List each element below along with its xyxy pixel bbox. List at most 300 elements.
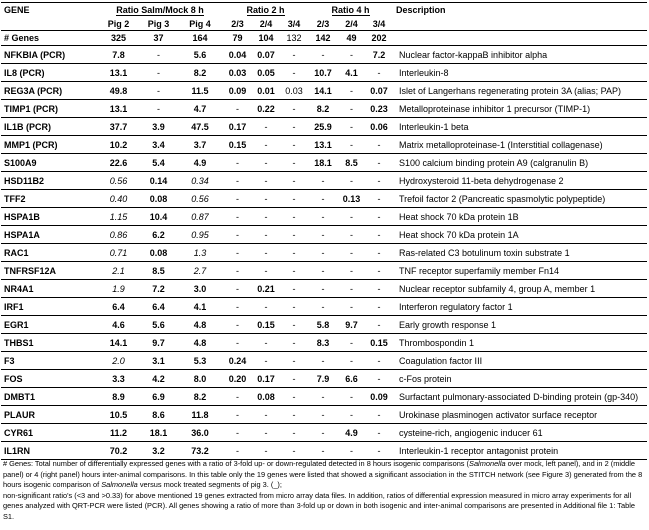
- ratio-cell: 8.3: [308, 334, 338, 352]
- ratio-cell: -: [223, 208, 252, 226]
- ratio-cell: 4.8: [177, 316, 223, 334]
- gene-name: NFKBIA (PCR): [1, 46, 97, 64]
- ratio-cell: -: [308, 208, 338, 226]
- ratio-cell: -: [365, 352, 393, 370]
- gene-name: TNFRSF12A: [1, 262, 97, 280]
- gene-description: Heat shock 70 kDa protein 1A: [393, 226, 647, 244]
- ratio-cell: 5.3: [177, 352, 223, 370]
- gene-count-value: 202: [365, 31, 393, 46]
- ratio-cell: -: [280, 388, 308, 406]
- ratio-cell: -: [308, 352, 338, 370]
- gene-name: HSPA1A: [1, 226, 97, 244]
- sub-header: Pig 3: [147, 18, 170, 29]
- ratio-cell: 10.5: [97, 406, 140, 424]
- ratio-cell: -: [338, 388, 365, 406]
- ratio-cell: -: [140, 100, 177, 118]
- ratio-cell: -: [308, 46, 338, 64]
- ratio-cell: 7.2: [365, 46, 393, 64]
- ratio-cell: -: [365, 208, 393, 226]
- ratio-cell: -: [280, 316, 308, 334]
- ratio-cell: -: [365, 262, 393, 280]
- table-row: [1, 208, 647, 226]
- ratio-cell: 3.2: [140, 442, 177, 460]
- gene-description: Heat shock 70 kDa protein 1B: [393, 208, 647, 226]
- ratio-cell: -: [338, 442, 365, 460]
- ratio-cell: 18.1: [308, 154, 338, 172]
- ratio-cell: -: [365, 190, 393, 208]
- ratio-cell: 7.8: [97, 46, 140, 64]
- ratio-cell: 0.23: [365, 100, 393, 118]
- table-row: [1, 100, 647, 118]
- ratio-cell: 11.2: [97, 424, 140, 442]
- ratio-cell: 4.1: [338, 64, 365, 82]
- gene-count-value: 104: [252, 31, 280, 46]
- gene-description: Matrix metalloproteinase-1 (Interstitial collagenase): [393, 136, 647, 154]
- ratio-cell: -: [223, 154, 252, 172]
- table-row: [1, 226, 647, 244]
- gene-name: CYR61: [1, 424, 97, 442]
- salm-mock-header: Ratio Salm/Mock 8 h: [97, 3, 223, 18]
- ratio-cell: -: [365, 424, 393, 442]
- ratio-cell: -: [365, 154, 393, 172]
- ratio-cell: 4.2: [140, 370, 177, 388]
- ratio-cell: -: [365, 316, 393, 334]
- ratio-cell: -: [280, 190, 308, 208]
- ratio-cell: 4.9: [338, 424, 365, 442]
- gene-description: Islet of Langerhans regenerating protein 3A (alias; PAP): [393, 82, 647, 100]
- ratio-cell: -: [252, 208, 280, 226]
- ratio-cell: -: [223, 172, 252, 190]
- ratio-cell: 7.2: [140, 280, 177, 298]
- ratio-cell: 0.08: [140, 190, 177, 208]
- header-row-groups: [1, 3, 647, 18]
- gene-description: Ras-related C3 botulinum toxin substrate 1: [393, 244, 647, 262]
- ratio-cell: 11.8: [177, 406, 223, 424]
- ratio-cell: 3.1: [140, 352, 177, 370]
- ratio-cell: -: [223, 388, 252, 406]
- table-row: [1, 388, 647, 406]
- ratio-cell: 0.71: [97, 244, 140, 262]
- ratio-cell: -: [223, 334, 252, 352]
- gene-count-label: # Genes: [1, 31, 97, 46]
- ratio-cell: 73.2: [177, 442, 223, 460]
- ratio-cell: 10.2: [97, 136, 140, 154]
- gene-description: c-Fos protein: [393, 370, 647, 388]
- ratio-cell: 0.04: [223, 46, 252, 64]
- ratio-cell: 70.2: [97, 442, 140, 460]
- ratio-cell: 6.4: [97, 298, 140, 316]
- gene-name: TFF2: [1, 190, 97, 208]
- ratio-cell: 3.0: [177, 280, 223, 298]
- ratio-cell: 0.08: [252, 388, 280, 406]
- ratio-cell: -: [223, 316, 252, 334]
- gene-name: IL8 (PCR): [1, 64, 97, 82]
- table-row: [1, 280, 647, 298]
- gene-count-value: 132: [280, 31, 308, 46]
- ratio-cell: -: [338, 208, 365, 226]
- ratio-cell: -: [252, 406, 280, 424]
- gene-name: S100A9: [1, 154, 97, 172]
- ratio-cell: -: [338, 298, 365, 316]
- ratio-cell: -: [280, 406, 308, 424]
- ratio-cell: -: [365, 226, 393, 244]
- table-row: [1, 154, 647, 172]
- gene-count-value: 79: [223, 31, 252, 46]
- gene-header: GENE: [1, 3, 97, 18]
- gene-count-value: 325: [97, 31, 140, 46]
- ratio-cell: 4.9: [177, 154, 223, 172]
- ratio-cell: 6.4: [140, 298, 177, 316]
- ratio-cell: 3.4: [140, 136, 177, 154]
- ratio-cell: 0.06: [365, 118, 393, 136]
- ratio-cell: -: [280, 46, 308, 64]
- ratio-cell: -: [308, 298, 338, 316]
- ratio-cell: 0.86: [97, 226, 140, 244]
- ratio-cell: -: [280, 136, 308, 154]
- gene-description: Interleukin-1 beta: [393, 118, 647, 136]
- ratio-cell: -: [365, 136, 393, 154]
- ratio-cell: 8.2: [308, 100, 338, 118]
- sub-header: Pig 4: [189, 18, 211, 29]
- ratio-cell: 4.7: [177, 100, 223, 118]
- ratio-cell: 3.7: [177, 136, 223, 154]
- ratio-cell: -: [308, 388, 338, 406]
- ratio-cell: 5.8: [308, 316, 338, 334]
- ratio-cell: 0.17: [252, 370, 280, 388]
- ratio-cell: 0.07: [365, 82, 393, 100]
- gene-name: TIMP1 (PCR): [1, 100, 97, 118]
- ratio-cell: 13.1: [97, 100, 140, 118]
- table-row: [1, 190, 647, 208]
- ratio-cell: -: [338, 172, 365, 190]
- ratio-cell: 8.5: [140, 262, 177, 280]
- gene-name: HSD11B2: [1, 172, 97, 190]
- ratio-cell: 1.9: [97, 280, 140, 298]
- ratio-cell: 0.95: [177, 226, 223, 244]
- ratio-cell: -: [338, 244, 365, 262]
- description-header: Description: [393, 3, 647, 18]
- ratio-cell: -: [280, 154, 308, 172]
- ratio-cell: -: [280, 262, 308, 280]
- ratio-cell: 4.8: [177, 334, 223, 352]
- ratio-cell: -: [223, 442, 252, 460]
- ratio-cell: -: [338, 100, 365, 118]
- table-row: [1, 424, 647, 442]
- ratio-cell: 6.9: [140, 388, 177, 406]
- ratio-2h-header: Ratio 2 h: [223, 3, 308, 18]
- ratio-cell: -: [280, 334, 308, 352]
- gene-description: Interferon regulatory factor 1: [393, 298, 647, 316]
- ratio-cell: 4.1: [177, 298, 223, 316]
- ratio-cell: 8.9: [97, 388, 140, 406]
- ratio-cell: -: [280, 118, 308, 136]
- ratio-cell: 1.15: [97, 208, 140, 226]
- ratio-cell: 0.87: [177, 208, 223, 226]
- ratio-cell: 3.9: [140, 118, 177, 136]
- table-row: [1, 262, 647, 280]
- ratio-cell: -: [308, 244, 338, 262]
- ratio-cell: 0.20: [223, 370, 252, 388]
- ratio-cell: -: [280, 370, 308, 388]
- table-row: [1, 172, 647, 190]
- ratio-cell: -: [280, 226, 308, 244]
- ratio-cell: 0.08: [140, 244, 177, 262]
- gene-name: REG3A (PCR): [1, 82, 97, 100]
- ratio-cell: 5.6: [140, 316, 177, 334]
- header-row-sub: [1, 17, 647, 31]
- ratio-cell: -: [252, 190, 280, 208]
- ratio-cell: -: [252, 442, 280, 460]
- ratio-cell: 36.0: [177, 424, 223, 442]
- gene-description: Metalloproteinase inhibitor 1 precursor (TIMP-1): [393, 100, 647, 118]
- ratio-cell: 0.01: [252, 82, 280, 100]
- gene-count-value: 164: [177, 31, 223, 46]
- ratio-cell: -: [365, 280, 393, 298]
- table-footnote: # Genes: Total number of differentially expressed genes with a ratio of 3-fold up- or down-regulated detected in 8 hours isogenic comparisons (Salmonella over mock, left panel), and in 2 (middle panel) or 4 (right panel) hours inter-animal comparisons. In this table only the 19 genes were listed that showed a significant association in the STITCH network (see Figure 3) generated from the 8 hours isogenic comparison of Salmonella versus mock treated segments of pig 3. (_); non-significant ratio's (<3 and >0.33) for above mentioned 19 genes extracted from micro array data files. In addition, ratios of differential expression measured in micro array experiments for all genes analyzed with QRT-PCR were listed (PCR). All genes showing a ratio of more than 3-fold up or down in both isogenic and inter-animal comparisons are presented in Additional file 1: Table S1.: [3, 459, 643, 521]
- gene-description: cysteine-rich, angiogenic inducer 61: [393, 424, 647, 442]
- ratio-cell: 2.0: [97, 352, 140, 370]
- ratio-cell: 2.1: [97, 262, 140, 280]
- gene-name: HSPA1B: [1, 208, 97, 226]
- ratio-cell: 0.21: [252, 280, 280, 298]
- ratio-cell: 0.15: [252, 316, 280, 334]
- ratio-cell: 47.5: [177, 118, 223, 136]
- gene-description: Surfactant pulmonary-associated D-binding protein (gp-340): [393, 388, 647, 406]
- table-row: [1, 352, 647, 370]
- ratio-cell: 0.56: [97, 172, 140, 190]
- ratio-cell: -: [365, 64, 393, 82]
- ratio-cell: -: [308, 226, 338, 244]
- ratio-cell: -: [338, 118, 365, 136]
- ratio-cell: 18.1: [140, 424, 177, 442]
- ratio-cell: -: [365, 406, 393, 424]
- ratio-cell: -: [252, 172, 280, 190]
- ratio-4h-header: Ratio 4 h: [308, 3, 393, 18]
- gene-ratio-table: [1, 2, 647, 460]
- ratio-cell: -: [365, 298, 393, 316]
- ratio-cell: -: [223, 424, 252, 442]
- ratio-cell: 13.1: [97, 64, 140, 82]
- gene-description: Early growth response 1: [393, 316, 647, 334]
- ratio-cell: -: [365, 172, 393, 190]
- table-row: [1, 244, 647, 262]
- gene-count-value: 142: [308, 31, 338, 46]
- ratio-cell: -: [365, 442, 393, 460]
- ratio-cell: -: [223, 298, 252, 316]
- ratio-cell: -: [280, 244, 308, 262]
- ratio-cell: -: [252, 334, 280, 352]
- ratio-cell: 3.3: [97, 370, 140, 388]
- table-row: [1, 298, 647, 316]
- gene-description: Nuclear factor-kappaB inhibitor alpha: [393, 46, 647, 64]
- ratio-cell: 5.4: [140, 154, 177, 172]
- ratio-cell: -: [308, 172, 338, 190]
- ratio-cell: 0.07: [252, 46, 280, 64]
- ratio-cell: -: [252, 298, 280, 316]
- ratio-cell: 10.4: [140, 208, 177, 226]
- ratio-cell: -: [280, 298, 308, 316]
- sub-header: 3/4: [287, 18, 301, 29]
- gene-description: TNF receptor superfamily member Fn14: [393, 262, 647, 280]
- gene-count-value: 37: [140, 31, 177, 46]
- ratio-cell: -: [308, 262, 338, 280]
- table-row: [1, 118, 647, 136]
- ratio-cell: -: [338, 82, 365, 100]
- gene-description: Coagulation factor III: [393, 352, 647, 370]
- table-row: [1, 82, 647, 100]
- ratio-cell: -: [140, 46, 177, 64]
- table-row: [1, 442, 647, 460]
- ratio-cell: -: [308, 424, 338, 442]
- ratio-cell: 10.7: [308, 64, 338, 82]
- ratio-cell: 8.2: [177, 64, 223, 82]
- gene-description: Thrombospondin 1: [393, 334, 647, 352]
- ratio-cell: 0.13: [338, 190, 365, 208]
- ratio-cell: -: [338, 280, 365, 298]
- ratio-cell: -: [252, 262, 280, 280]
- ratio-cell: 11.5: [177, 82, 223, 100]
- ratio-cell: 0.17: [223, 118, 252, 136]
- ratio-cell: -: [223, 280, 252, 298]
- ratio-cell: -: [280, 424, 308, 442]
- ratio-cell: -: [252, 154, 280, 172]
- gene-name: RAC1: [1, 244, 97, 262]
- ratio-cell: 0.14: [140, 172, 177, 190]
- ratio-cell: 2.7: [177, 262, 223, 280]
- ratio-cell: -: [338, 406, 365, 424]
- ratio-cell: -: [140, 82, 177, 100]
- gene-name: EGR1: [1, 316, 97, 334]
- ratio-cell: 5.6: [177, 46, 223, 64]
- sub-header: Pig 2: [107, 18, 130, 29]
- gene-description: Urokinase plasminogen activator surface receptor: [393, 406, 647, 424]
- gene-name: THBS1: [1, 334, 97, 352]
- ratio-cell: -: [280, 208, 308, 226]
- ratio-cell: -: [223, 226, 252, 244]
- ratio-cell: -: [338, 226, 365, 244]
- ratio-cell: -: [223, 190, 252, 208]
- ratio-cell: -: [338, 352, 365, 370]
- ratio-cell: -: [252, 352, 280, 370]
- gene-description: S100 calcium binding protein A9 (calgranulin B): [393, 154, 647, 172]
- gene-description: Interleukin-1 receptor antagonist protein: [393, 442, 647, 460]
- ratio-cell: 22.6: [97, 154, 140, 172]
- gene-name: PLAUR: [1, 406, 97, 424]
- ratio-cell: 0.03: [223, 64, 252, 82]
- ratio-cell: -: [252, 118, 280, 136]
- ratio-cell: -: [338, 136, 365, 154]
- sub-header: 2/3: [231, 18, 244, 29]
- ratio-cell: 0.15: [223, 136, 252, 154]
- ratio-cell: -: [223, 406, 252, 424]
- ratio-cell: -: [338, 46, 365, 64]
- ratio-cell: 9.7: [338, 316, 365, 334]
- ratio-cell: 6.6: [338, 370, 365, 388]
- gene-description: Trefoil factor 2 (Pancreatic spasmolytic polypeptide): [393, 190, 647, 208]
- ratio-cell: 25.9: [308, 118, 338, 136]
- ratio-cell: 1.3: [177, 244, 223, 262]
- ratio-cell: -: [223, 100, 252, 118]
- ratio-cell: -: [365, 370, 393, 388]
- sub-header: 3/4: [372, 18, 386, 29]
- gene-name: FOS: [1, 370, 97, 388]
- ratio-cell: -: [308, 280, 338, 298]
- ratio-cell: 7.9: [308, 370, 338, 388]
- gene-count-value: 49: [338, 31, 365, 46]
- ratio-cell: 49.8: [97, 82, 140, 100]
- gene-name: DMBT1: [1, 388, 97, 406]
- sub-header: 2/4: [345, 18, 358, 29]
- ratio-cell: -: [223, 262, 252, 280]
- ratio-cell: -: [252, 136, 280, 154]
- ratio-cell: -: [252, 424, 280, 442]
- ratio-cell: 8.6: [140, 406, 177, 424]
- ratio-cell: 8.0: [177, 370, 223, 388]
- gene-name: IRF1: [1, 298, 97, 316]
- table-row: [1, 64, 647, 82]
- ratio-cell: -: [280, 280, 308, 298]
- ratio-cell: 13.1: [308, 136, 338, 154]
- ratio-cell: 0.24: [223, 352, 252, 370]
- ratio-cell: 0.09: [223, 82, 252, 100]
- ratio-cell: 6.2: [140, 226, 177, 244]
- ratio-cell: 0.56: [177, 190, 223, 208]
- ratio-cell: -: [223, 244, 252, 262]
- table-row: [1, 136, 647, 154]
- table-row: [1, 46, 647, 64]
- ratio-cell: -: [252, 244, 280, 262]
- gene-description: Interleukin-8: [393, 64, 647, 82]
- gene-count-row: [1, 31, 647, 46]
- gene-description: Hydroxysteroid 11-beta dehydrogenase 2: [393, 172, 647, 190]
- ratio-cell: 14.1: [97, 334, 140, 352]
- table-body: [1, 31, 647, 460]
- ratio-cell: 37.7: [97, 118, 140, 136]
- gene-name: IL1B (PCR): [1, 118, 97, 136]
- ratio-cell: 0.34: [177, 172, 223, 190]
- ratio-cell: 9.7: [140, 334, 177, 352]
- table-row: [1, 370, 647, 388]
- ratio-cell: -: [308, 442, 338, 460]
- ratio-cell: 0.05: [252, 64, 280, 82]
- ratio-cell: -: [280, 64, 308, 82]
- ratio-cell: -: [252, 226, 280, 244]
- gene-name: F3: [1, 352, 97, 370]
- ratio-cell: -: [308, 406, 338, 424]
- ratio-cell: -: [308, 190, 338, 208]
- ratio-cell: 0.09: [365, 388, 393, 406]
- ratio-cell: 8.5: [338, 154, 365, 172]
- ratio-cell: -: [280, 352, 308, 370]
- ratio-cell: 0.15: [365, 334, 393, 352]
- ratio-cell: -: [140, 64, 177, 82]
- ratio-cell: -: [280, 100, 308, 118]
- gene-description: Nuclear receptor subfamily 4, group A, member 1: [393, 280, 647, 298]
- ratio-cell: -: [280, 442, 308, 460]
- sub-header: 2/4: [259, 18, 273, 29]
- table-row: [1, 316, 647, 334]
- ratio-cell: 0.22: [252, 100, 280, 118]
- ratio-cell: 0.03: [280, 82, 308, 100]
- ratio-cell: -: [338, 262, 365, 280]
- ratio-cell: -: [280, 172, 308, 190]
- ratio-cell: 0.40: [97, 190, 140, 208]
- gene-name: NR4A1: [1, 280, 97, 298]
- sub-header: 2/3: [316, 18, 330, 29]
- gene-name: MMP1 (PCR): [1, 136, 97, 154]
- ratio-cell: -: [338, 334, 365, 352]
- ratio-cell: 14.1: [308, 82, 338, 100]
